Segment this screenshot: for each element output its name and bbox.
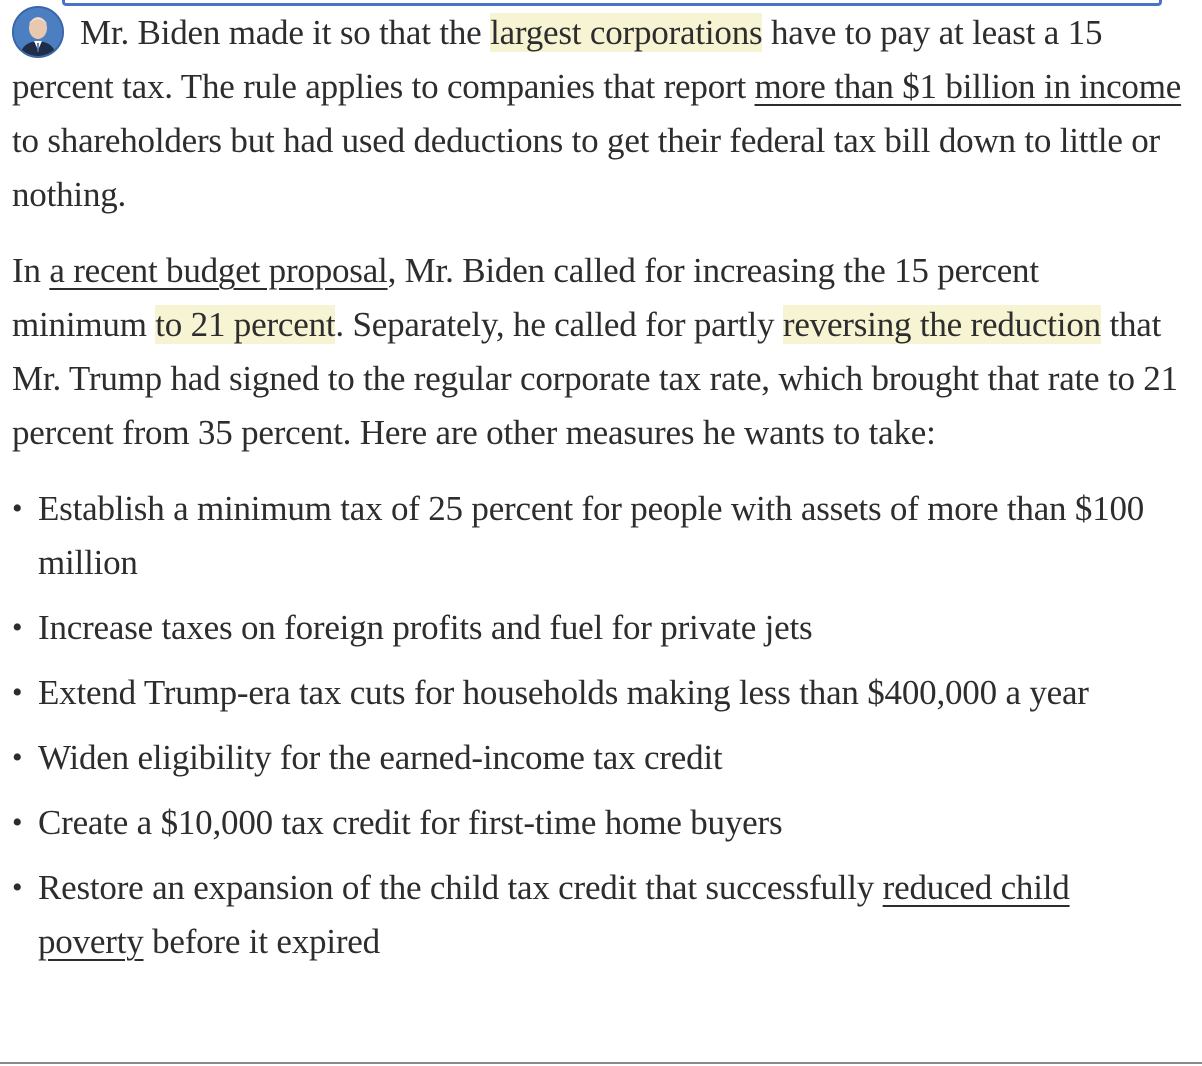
list-item [12, 601, 1182, 655]
bullet-icon: • [12, 611, 23, 644]
list-item-text: Restore an expansion of the child tax credit that successfully [38, 868, 883, 907]
paragraph-text: that Mr. Trump had signed to the regular corporate tax rate, which brought that rate to 21 percent from 35 percent. Here are other measures he wants to take: [12, 305, 1178, 452]
link-to-21-percent[interactable]: to 21 percent [155, 305, 336, 344]
bullet-icon: • [12, 871, 23, 904]
list-item-text: before it expired [143, 922, 380, 961]
list-item-text: Establish a minimum tax of 25 percent for people with assets of more than $100 million [38, 489, 1145, 582]
bullet-icon: • [12, 676, 23, 709]
bullet-icon: • [12, 492, 23, 525]
list-item [12, 796, 1182, 850]
link-more-than-1-billion[interactable]: more than $1 billion in income [754, 67, 1182, 106]
link-reduced-child-poverty[interactable]: reduced child poverty [38, 868, 1070, 961]
measures-list [12, 482, 1182, 969]
list-item [12, 731, 1182, 785]
paragraph-text: have to pay at least a 15 percent tax. The rule applies to companies that report [12, 13, 1103, 106]
paragraph-text: , Mr. Biden called for increasing the 15 percent minimum [12, 251, 1039, 344]
bullet-icon: • [12, 806, 23, 839]
list-item [12, 482, 1182, 590]
paragraph-text: Mr. Biden made it so that the [80, 13, 491, 52]
list-item-text: Extend Trump-era tax cuts for households making less than $400,000 a year [38, 673, 1089, 712]
list-item [12, 666, 1182, 720]
link-largest-corporations[interactable]: largest corporations [490, 13, 763, 52]
paragraph-text: to shareholders but had used deductions to get their federal tax bill down to little or nothing. [12, 121, 1161, 214]
list-item-text: Increase taxes on foreign profits and fuel for private jets [38, 608, 813, 647]
link-reversing-reduction[interactable]: reversing the reduction [782, 305, 1101, 344]
viewport-bottom-divider [0, 1062, 1202, 1064]
paragraph-corporate-minimum-tax [12, 6, 1182, 222]
bullet-icon: • [12, 741, 23, 774]
article-body [12, 6, 1182, 980]
link-budget-proposal[interactable]: a recent budget proposal [49, 251, 388, 290]
list-item [12, 861, 1182, 969]
paragraph-text: . Separately, he called for partly [335, 305, 783, 344]
list-item-text: Widen eligibility for the earned-income tax credit [38, 738, 723, 777]
paragraph-text: In [12, 251, 50, 290]
list-item-text: Create a $10,000 tax credit for first-time home buyers [38, 803, 783, 842]
paragraph-budget-proposal [12, 244, 1182, 460]
